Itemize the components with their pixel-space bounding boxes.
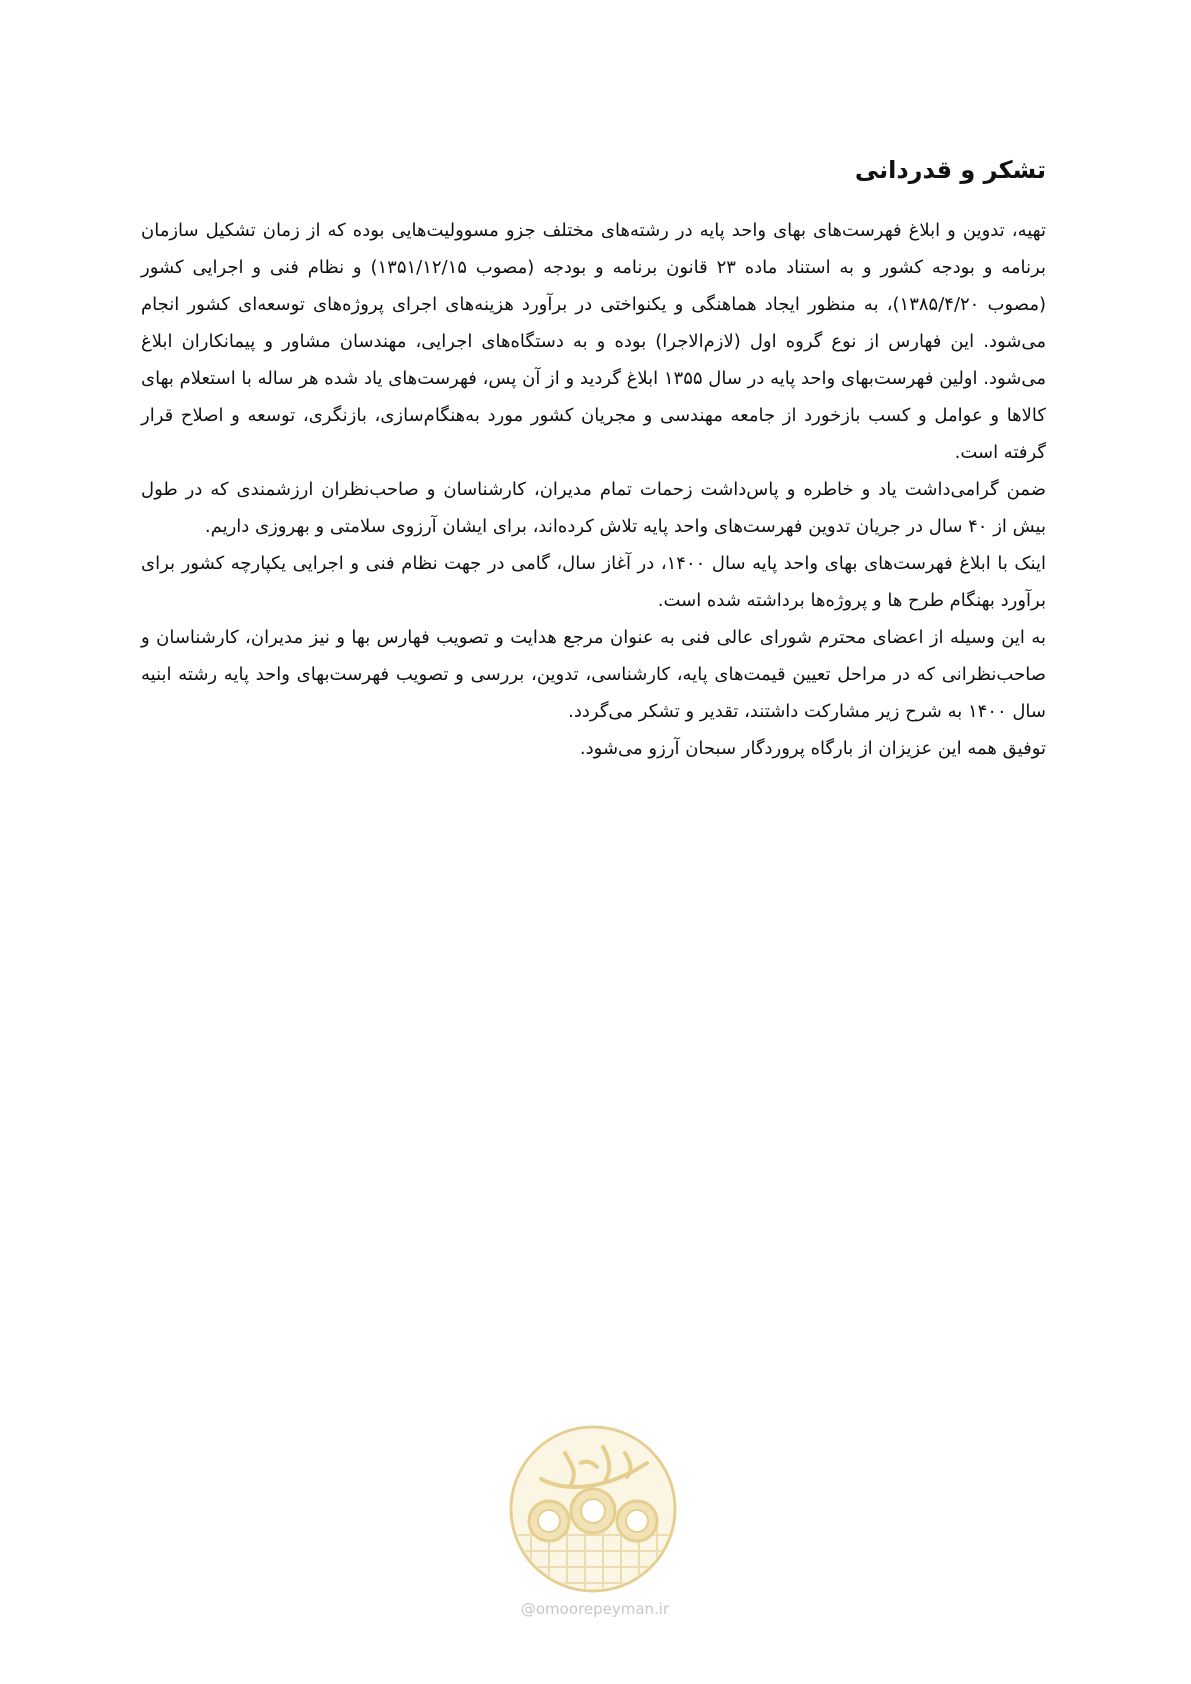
paragraph-gratitude: ضمن گرامی‌داشت یاد و خاطره و پاس‌داشت زحمات تمام مدیران، کارشناسان و صاحب‌نظران ارزشمندی که در طول بیش از ۴۰ سال در جریان تدوین فهرست‌های واحد پایه تلاش کرده‌اند، برای ایشان آرزوی سلامتی و بهروزی داریم. xyxy=(141,479,1046,537)
acknowledgement-body xyxy=(141,212,1046,767)
paragraph-closing: توفیق همه این عزیزان از بارگاه پروردگار سبحان آرزو می‌شود. xyxy=(579,738,1046,759)
omoor-peyman-logo-watermark xyxy=(507,1423,679,1595)
watermark-url: @omoorepeyman.ir xyxy=(520,1600,670,1618)
paragraph-thanks: به این وسیله از اعضای محترم شورای عالی فنی به عنوان مرجع هدایت و تصویب فهارس بها و نیز مدیران، کارشناسان و صاحب‌نظرانی که در مراحل تعیین قیمت‌های پایه، کارشناسی، تدوین، بررسی و تصویب فهرست‌بهای واحد پایه رشته ابنیه سال ۱۴۰۰ به شرح زیر مشارکت داشتند، تقدیر و تشکر می‌گردد. xyxy=(141,627,1046,722)
page-title: تشکر و قدردانی xyxy=(854,156,1046,184)
paragraph-1400-release: اینک با ابلاغ فهرست‌های بهای واحد پایه سال ۱۴۰۰، در آغاز سال، گامی در جهت نظام فنی و اجرایی یکپارچه کشور برای برآورد بهنگام طرح ها و پروژه‌ها برداشته شده است. xyxy=(141,553,1046,611)
paragraph-history: تهیه، تدوین و ابلاغ فهرست‌های بهای واحد پایه در رشته‌های مختلف جزو مسوولیت‌هایی بوده که از زمان تشکیل سازمان برنامه و بودجه کشور و به استناد ماده ۲۳ قانون برنامه و بودجه (مصوب ۱۳۵۱/۱۲/۱۵) و نظام فنی و اجرایی کشور (مصوب ۱۳۸۵/۴/۲۰)، به منظور ایجاد هماهنگی و یکنواختی در برآورد هزینه‌های اجرای پروژه‌های توسعه‌ای کشور انجام می‌شود. این فهارس از نوع گروه اول (لازم‌الاجرا) بوده و به دستگاه‌های اجرایی، مهندسان مشاور و پیمانکاران ابلاغ می‌شود. اولین فهرست‌بهای واحد پایه در سال ۱۳۵۵ ابلاغ گردید و از آن پس، فهرست‌های یاد شده هر ساله با استعلام بهای کالاها و عوامل و کسب بازخورد از جامعه مهندسی و مجریان کشور مورد به‌هنگام‌سازی، بازنگری، توسعه و اصلاح قرار گرفته است. xyxy=(141,220,1047,463)
